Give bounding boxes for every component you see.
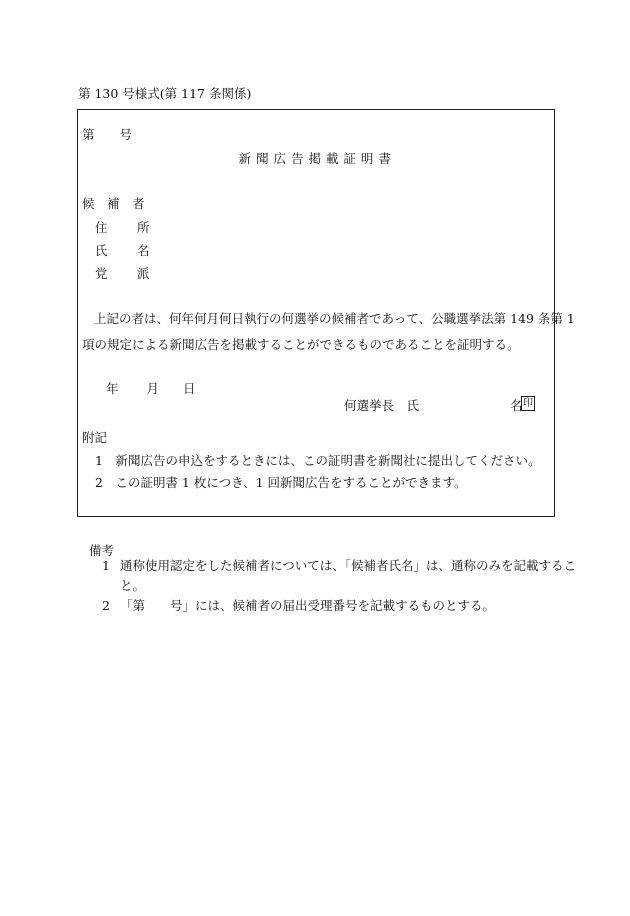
remark-2-line-1: 「第 号」には、候補者の届出受理番号を記載するものとする。	[120, 598, 496, 613]
field-party	[95, 264, 150, 282]
certificate-number-label: 第 号	[82, 127, 133, 142]
field-name	[95, 241, 150, 259]
notes-heading: 附記	[82, 430, 108, 445]
field-address-label-1: 住	[95, 220, 108, 235]
field-address	[95, 218, 150, 236]
signer-name-suffix: 名	[510, 398, 523, 413]
certification-text-line-1: 上記の者は、何年何月何日執行の何選挙の候補者であって、公職選挙法第 149 条第 1	[94, 311, 575, 326]
remark-1-line-1: 通称使用認定をした候補者については、「候補者氏名」は、通称のみを記載するこ	[120, 558, 577, 573]
date-year: 年	[106, 381, 119, 396]
certificate-title: 新 聞 広 告 掲 載 証 明 書	[238, 151, 392, 166]
field-address-label-2: 所	[137, 220, 150, 235]
date-day: 日	[183, 381, 196, 396]
note-item-2: 2 この証明書 1 枚につき、1 回新聞広告をすることができます。	[95, 475, 467, 490]
candidate-heading: 候 補 者	[82, 196, 145, 211]
date-line	[106, 379, 196, 397]
date-month: 月	[146, 381, 160, 396]
remark-1-line-2: と。	[120, 578, 146, 593]
seal-stamp: 印	[523, 398, 533, 409]
form-title: 第 130 号様式(第 117 条関係)	[78, 86, 252, 101]
field-party-label-1: 党	[95, 266, 108, 281]
remark-item-1	[102, 556, 577, 596]
remarks-heading: 備考	[89, 543, 115, 558]
note-item-1: 1 新聞広告の申込をするときには、この証明書を新聞社に提出してください。	[95, 453, 541, 468]
field-name-label-2: 名	[137, 243, 150, 258]
remark-1-number: 1	[102, 558, 110, 573]
certification-text-line-2: 項の規定による新聞広告を掲載することができるものであることを証明する。	[82, 337, 520, 352]
field-party-label-2: 派	[137, 266, 150, 281]
remark-item-2	[102, 596, 557, 616]
election-chairman: 何選挙長 氏	[344, 398, 420, 413]
field-name-label-1: 氏	[95, 243, 108, 258]
remark-2-number: 2	[102, 598, 110, 613]
